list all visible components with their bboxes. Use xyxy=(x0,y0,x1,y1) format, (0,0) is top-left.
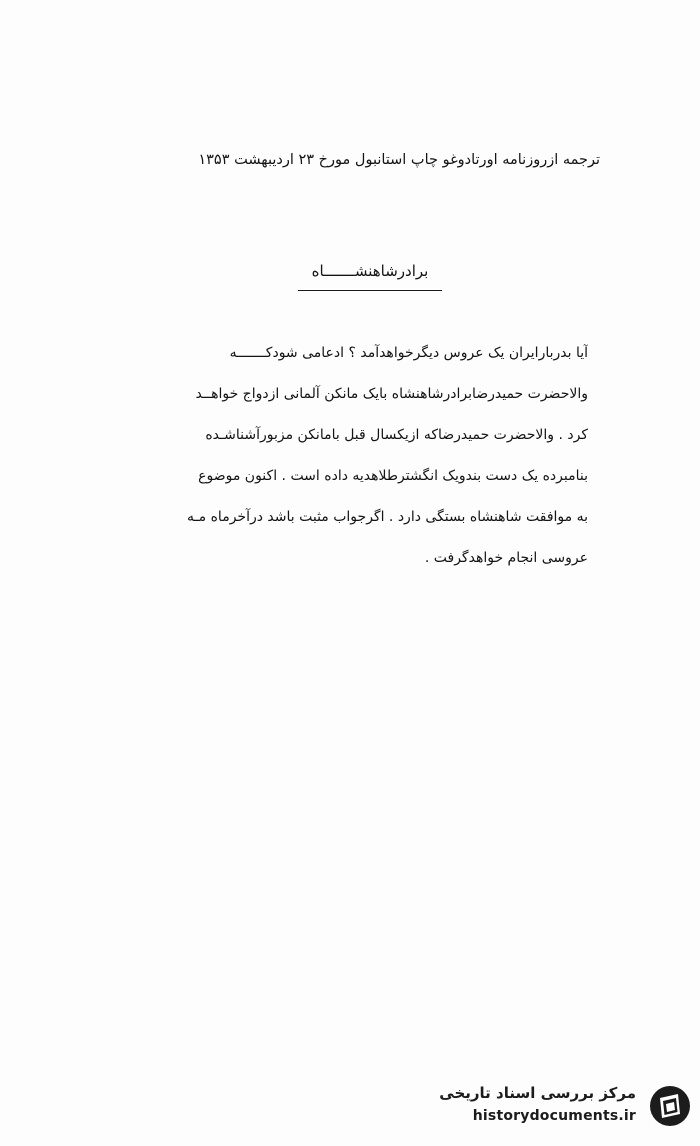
watermark-title: مرکز بررسی اسناد تاریخی xyxy=(439,1084,636,1102)
watermark xyxy=(410,1082,692,1134)
body-line: والاحضرت حمیدرضابرادرشاهنشاه بایک مانکن آلمانی ازدواج خواهــد xyxy=(195,386,588,402)
document-title: برادرشاهنشـــــــاه xyxy=(311,262,429,280)
body-line: عروسی انجام خواهدگرفت . xyxy=(424,550,588,566)
watermark-url: historydocuments.ir xyxy=(472,1108,636,1124)
body-line: کرد . والاحضرت حمیدرضاکه ازیکسال قبل بامانکن مزبورآشناشـده xyxy=(205,427,588,443)
title-underline xyxy=(298,290,442,291)
body-line: بنامبرده یک دست بندویک انگشترطلاهدیه داده است . اکنون موضوع xyxy=(198,468,588,484)
document-header: ترجمه ازروزنامه اورتادوغو چاپ استانبول مورخ ۲۳ اردیبهشت ۱۳۵۳ xyxy=(198,152,600,168)
document-body xyxy=(88,333,588,579)
body-line: آیا بدربارایران یک عروس دیگرخواهدآمد ؟ ادعامی شودکـــــــه xyxy=(229,345,588,361)
body-line: به موافقت شاهنشاه بستگی دارد . اگرجواب مثبت باشد درآخرماه مـه xyxy=(187,509,588,525)
archive-seal-icon xyxy=(648,1084,692,1128)
